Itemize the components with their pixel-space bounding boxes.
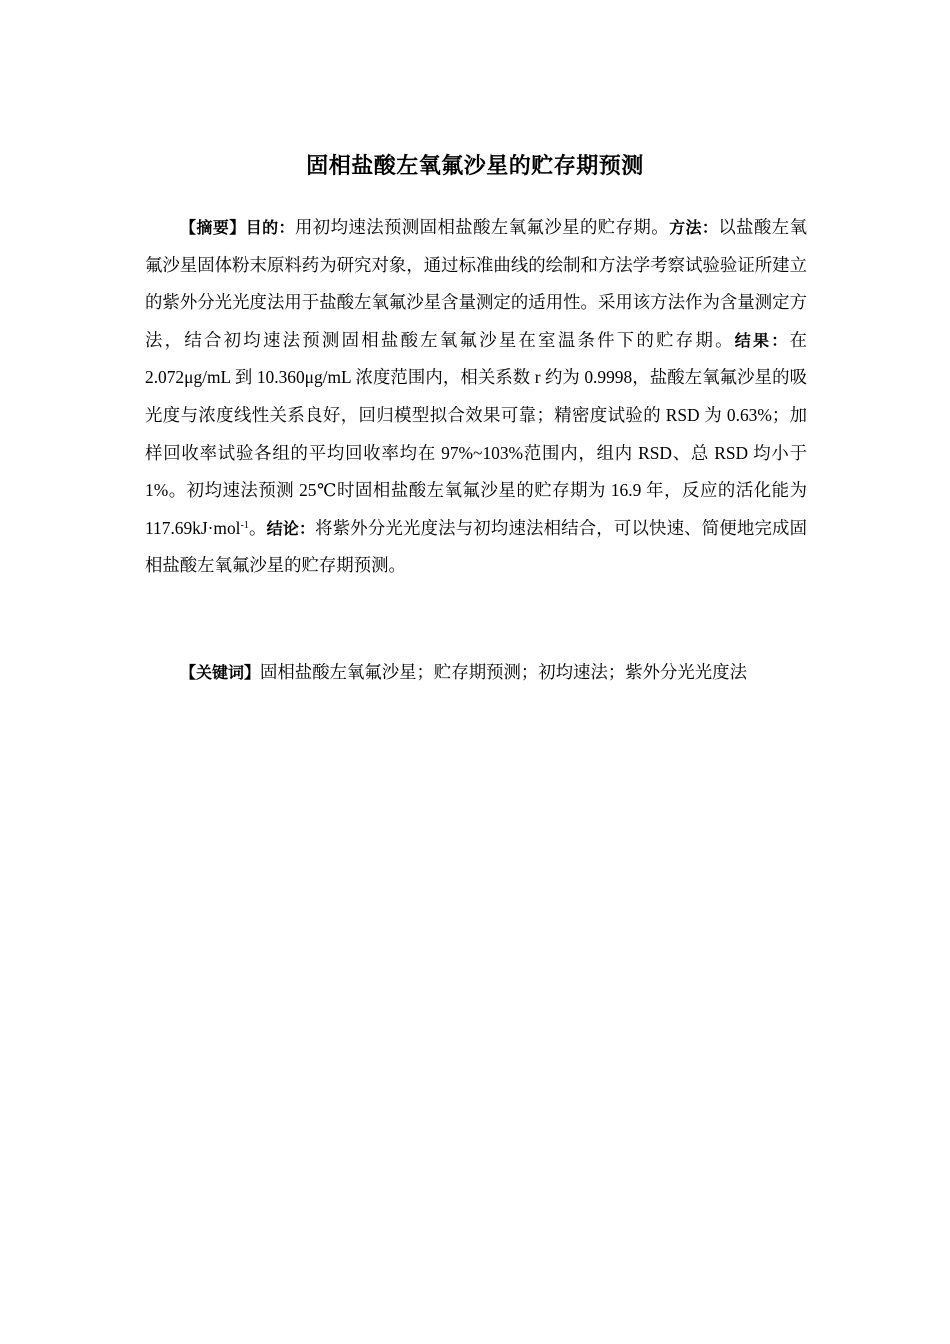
abstract-heading: 【摘要】	[180, 218, 246, 237]
result-label: 结果：	[734, 330, 790, 350]
document-title: 固相盐酸左氧氟沙星的贮存期预测	[306, 154, 644, 179]
conclusion-text: 将紫外分光光度法与初均速法相结合，可以快速、简便地完成固相盐酸左氧氟沙星的贮存期预测。	[145, 517, 807, 576]
abstract-paragraph	[145, 209, 807, 585]
purpose-text: 用初均速法预测固相盐酸左氧氟沙星的贮存期。	[294, 217, 670, 237]
method-text: 以盐酸左氧氟沙星固体粉末原料药为研究对象，通过标准曲线的绘制和方法学考察试验验证所建立的紫外分光光度法用于盐酸左氧氟沙星含量测定的适用性。采用该方法作为含量测定方法，结合初均速法预测固相盐酸左氧氟沙星在室温条件下的贮存期。	[145, 217, 807, 350]
purpose-label: 目的：	[245, 218, 295, 237]
result-text: 在 2.072μg/mL 到 10.360μg/mL 浓度范围内，相关系数 r 约为 0.9998，盐酸左氧氟沙星的吸光度与浓度线性关系良好，回归模型拟合效果可靠；精密度试验的 RSD 为 0.63%；加样回收率试验各组的平均回收率均在 97%~103%范围内，组内 RSD、总 RSD 均小于 1%。初均速法预测 25℃时固相盐酸左氧氟沙星的贮存期为 16.9 年，反应的活化能为 117.69kJ·mol	[145, 329, 807, 538]
keywords-paragraph	[145, 654, 807, 692]
unit-superscript: -1	[240, 519, 249, 531]
method-label: 方法：	[669, 218, 719, 237]
conclusion-label: 结论：	[266, 518, 316, 538]
keywords-text: 固相盐酸左氧氟沙星；贮存期预测；初均速法；紫外分光光度法	[260, 662, 747, 682]
result-text-end: 。	[248, 517, 267, 538]
keywords-heading: 【关键词】	[180, 663, 261, 682]
